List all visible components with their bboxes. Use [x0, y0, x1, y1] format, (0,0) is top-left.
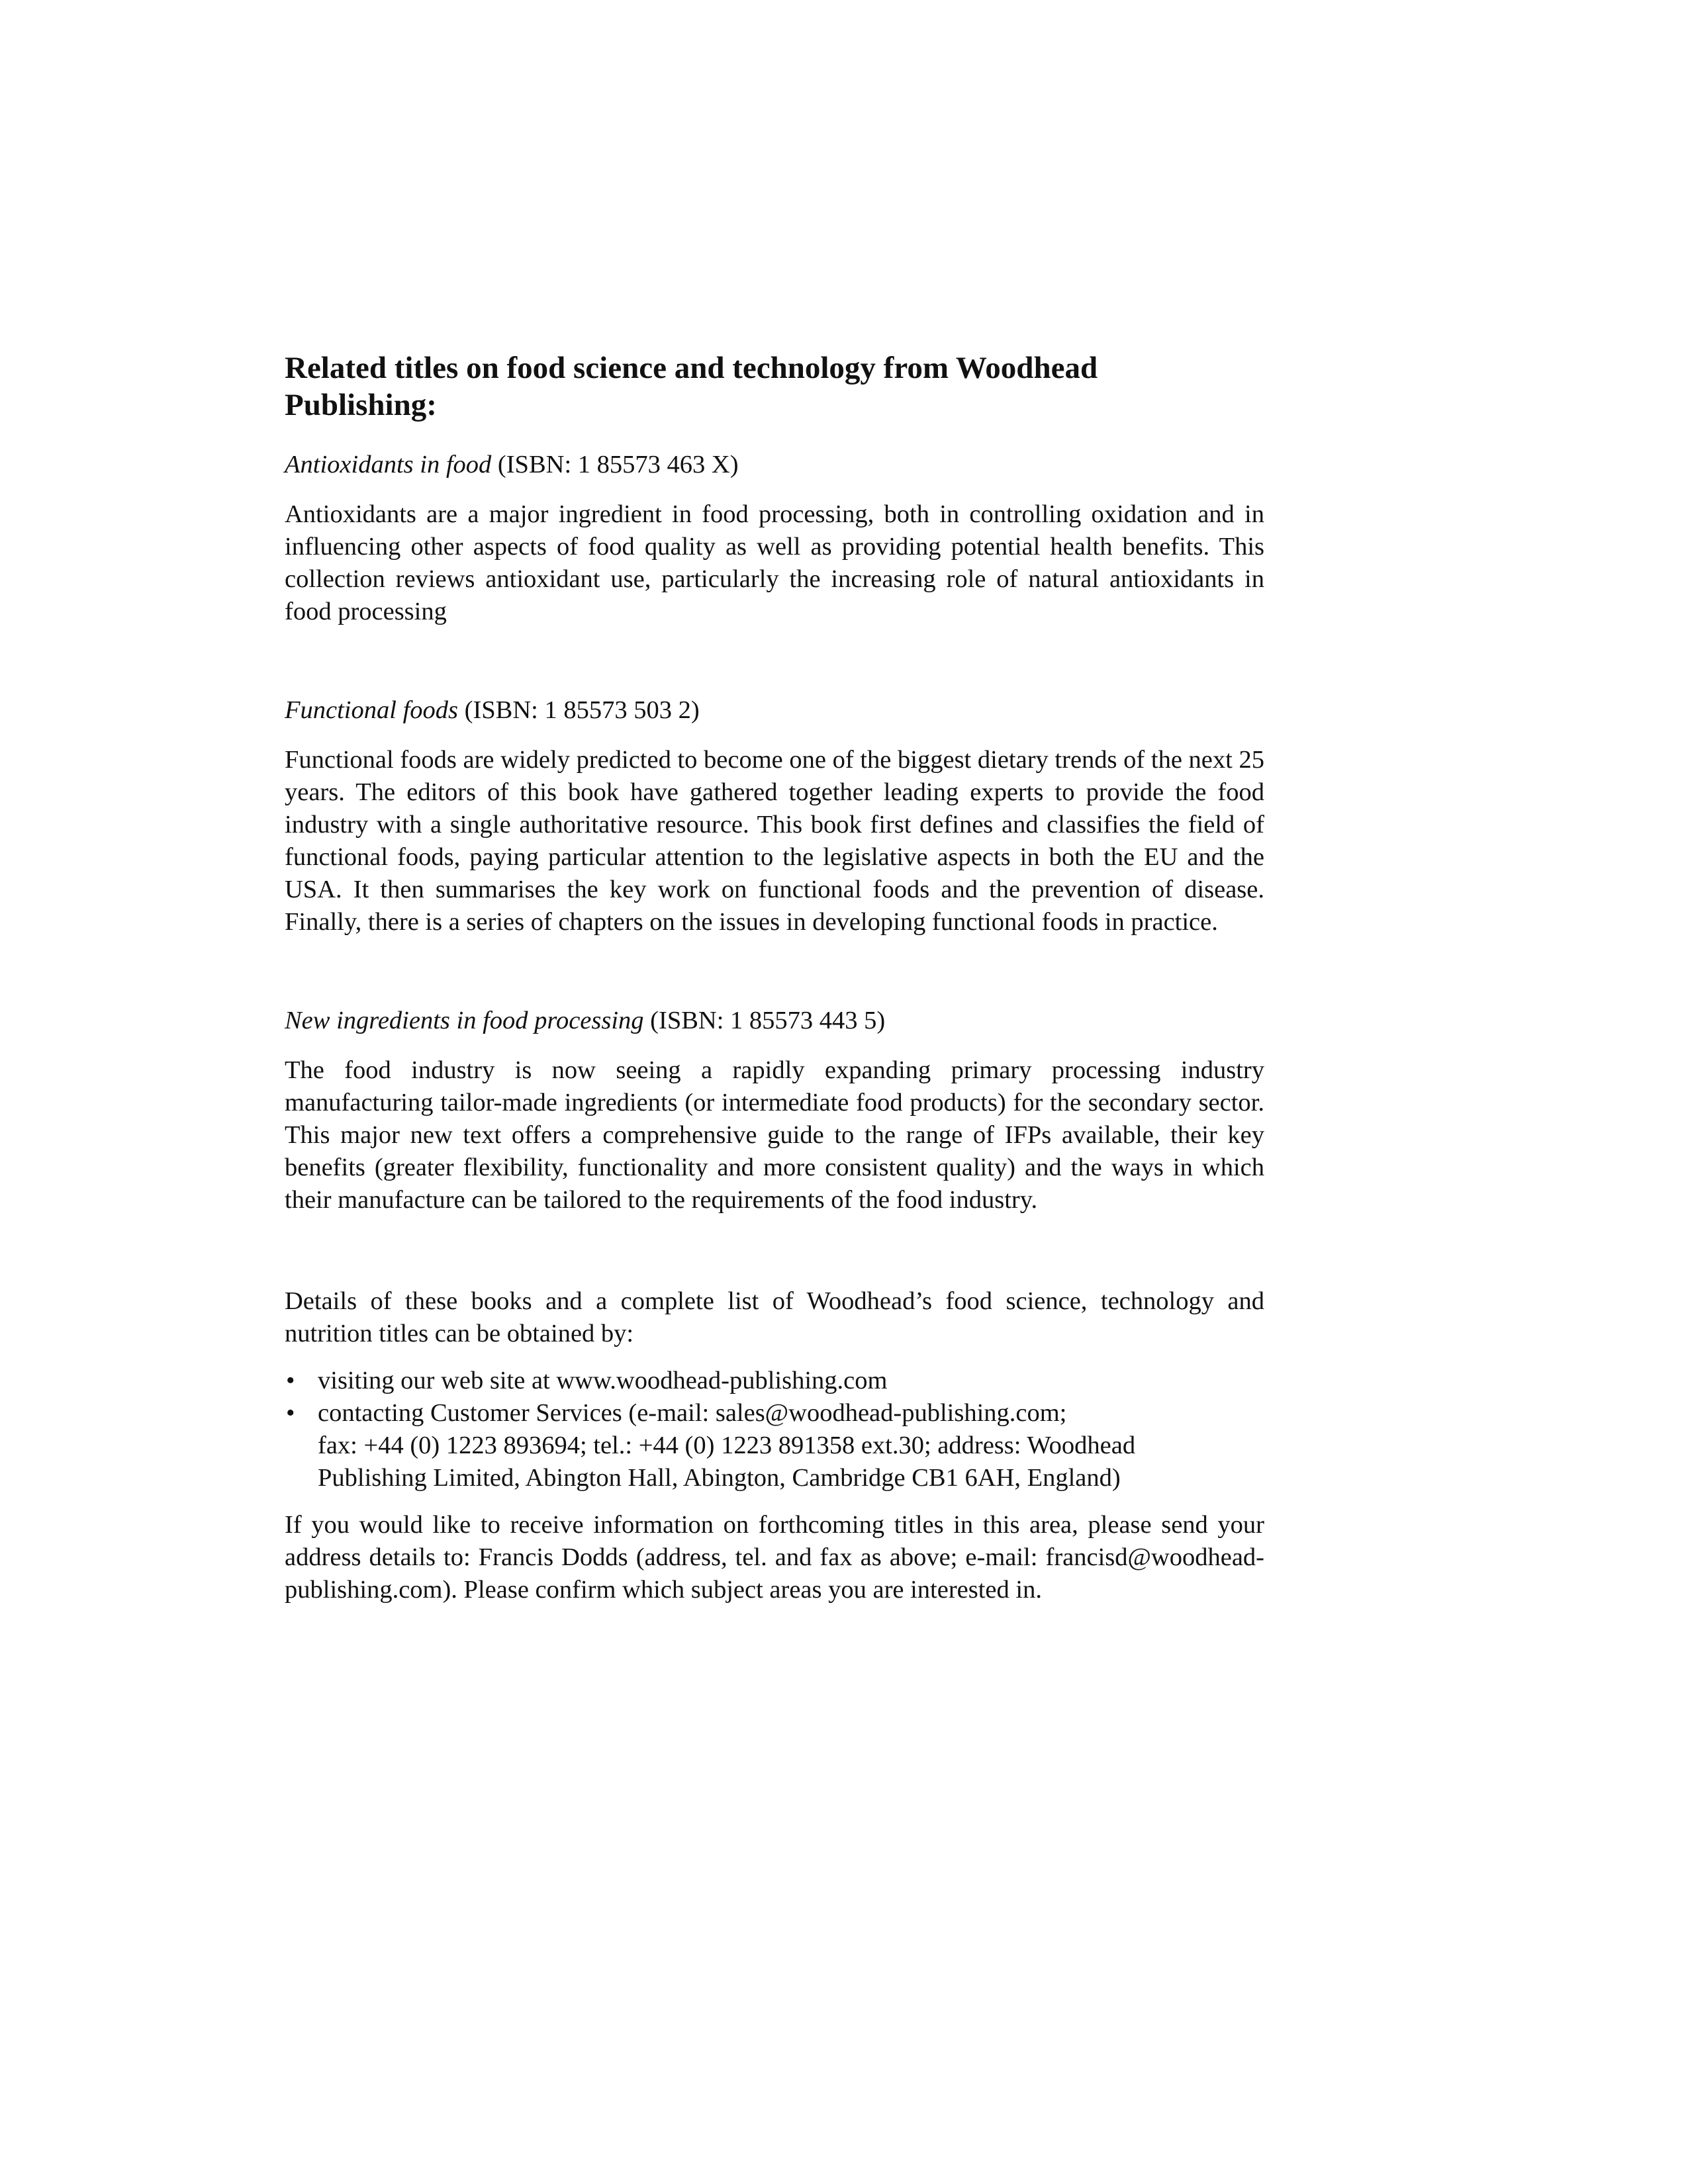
website-text: visiting our web site at www.woodhead-publishing.com: [318, 1367, 888, 1394]
book-entry-antioxidants: [285, 449, 1264, 628]
book-title-line: [285, 1005, 1264, 1037]
page-title: Related titles on food science and technology from Woodhead Publishing:: [285, 351, 1098, 422]
page-content: [285, 349, 1264, 1606]
book-entry-new-ingredients: [285, 1005, 1264, 1216]
book-description: Functional foods are widely predicted to become one of the biggest dietary trends of the next 25 years. The editors of this book have gathered together leading experts to provide the food industry with a single authoritative resource. This book first defines and classifies the field of functional foods, paying particular attention to the legislative aspects in both the EU and the USA. It then summarises the key work on functional foods and the prevention of disease. Finally, there is a series of chapters on the issues in developing functional foods in practice.: [285, 746, 1264, 936]
book-entry-functional-foods: [285, 694, 1264, 938]
bullet-icon: •: [286, 1367, 295, 1394]
customer-services-line-1: contacting Customer Services (e-mail: sales@woodhead-publishing.com;: [318, 1399, 1067, 1427]
contact-list: [285, 1365, 1264, 1494]
book-title-line: [285, 449, 1264, 481]
list-item-customer-services: [285, 1397, 1264, 1494]
customer-services-line-2: fax: +44 (0) 1223 893694; tel.: +44 (0) 1223 891358 ext.30; address: Woodhead: [318, 1432, 1136, 1459]
book-title-line: [285, 694, 1264, 727]
list-item-website: [285, 1365, 1264, 1397]
closing-paragraph: If you would like to receive information on forthcoming titles in this area, please send your address details to: Francis Dodds (address, tel. and fax as above; e-mail: francisd@woodhead-publishing.com). Please confirm which subject areas you are interested in.: [285, 1511, 1264, 1604]
book-isbn: (ISBN: 1 85573 443 5): [650, 1007, 886, 1034]
customer-services-line-3: Publishing Limited, Abington Hall, Abington, Cambridge CB1 6AH, England): [318, 1464, 1121, 1492]
book-title: New ingredients in food processing: [285, 1007, 644, 1034]
book-description: The food industry is now seeing a rapidly expanding primary processing industry manufacturing tailor-made ingredients (or intermediate food products) for the secondary sector. This major new text offers a comprehensive guide to the range of IFPs available, their key benefits (greater flexibility, functionality and more consistent quality) and the ways in which their manufacture can be tailored to the requirements of the food industry.: [285, 1056, 1264, 1214]
book-isbn: (ISBN: 1 85573 503 2): [464, 696, 700, 724]
details-intro: Details of these books and a complete list of Woodhead’s food science, technology and nutrition titles can be obtained by:: [285, 1287, 1264, 1347]
book-title: Antioxidants in food: [285, 451, 492, 478]
book-title: Functional foods: [285, 696, 458, 724]
bullet-icon: •: [286, 1399, 295, 1427]
book-isbn: (ISBN: 1 85573 463 X): [497, 451, 739, 478]
book-description: Antioxidants are a major ingredient in food processing, both in controlling oxidation and in influencing other aspects of food quality as well as providing potential health benefits. This collection reviews antioxidant use, particularly the increasing role of natural antioxidants in food processing: [285, 500, 1264, 625]
